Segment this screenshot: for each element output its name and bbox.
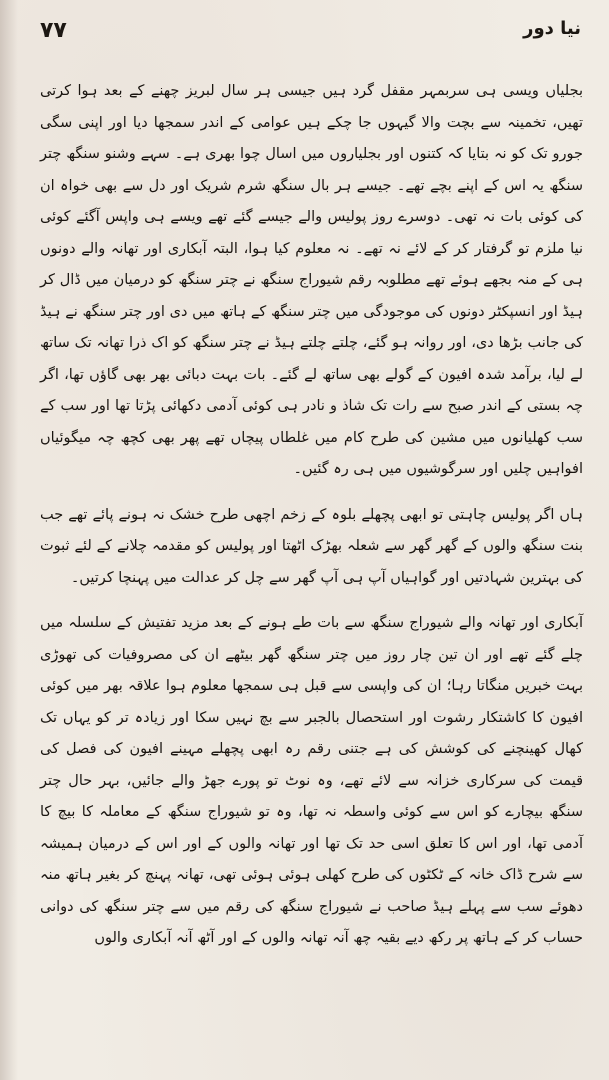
running-head: نیا دور: [523, 18, 581, 39]
spine-shadow: [0, 0, 18, 1080]
page-number: ۷۷: [40, 18, 67, 43]
paragraph-1: بجلیاں ویسی ہی سربمہر مقفل گرد ہیں جیسی ہر سال لبریز چھنے کے بعد ہوا کرتی تھیں، تخمینہ سے بچت والا گیہوں جا چکے ہیں عوامی کے اندر سمجھا دیا اور اپنی سگی جورو تک کو نہ بتایا کہ کتنوں اور بجلیاروں میں اسال چوا بھری ہے۔ سہے وشنو سنگھ چتر سنگھ یہ اس کے اپنے بچے تھے۔ جیسے ہر بال سنگھ شرم شریک اور دل سے بھی خواہ ان کی کوئی بات نہ تھی۔ دوسرے روز پولیس والے جیسے گئے تھے ویسے ہی واپس آگئے کوئی نیا ملزم تو گرفتار کر کے لائے نہ تھے۔ نہ معلوم کیا ہوا، البتہ آبکاری اور تھانہ والے دونوں ہی کے منہ بجھے ہوئے تھے مطلوبہ رقم شیوراج سنگھ نے چتر سنگھ کو درمیان میں ڈال کر ہیڈ اور انسپکٹر دونوں کی موجودگی میں چتر سنگھ کے ہاتھ میں دی اور چتر سنگھ نے ہیڈ کی جانب بڑھا دی، اور روانہ ہو گئے، چلتے چلتے ہیڈ نے چتر سنگھ کو اک ذرا تھانہ تک ساتھ لے لیا، برآمد شدہ افیون کے گولے بھی ساتھ لے گئے۔ بات بہت دبائی بھر بھی گاؤں تھا، اگر چہ بستی کے اندر صبح سے رات تک شاذ و نادر ہی کوئی آدمی دکھائی پڑتا تھا اور سب کے سب کھلیانوں میں مشین کی طرح کام میں غلطاں پیچاں تھے پھر بھی کچھ چہ میگوئیاں افواہیں چلیں اور سرگوشیوں میں ہی رہ گئیں۔: [40, 83, 583, 477]
paragraph-2: ہاں اگر پولیس چاہتی تو ابھی پچھلے بلوہ کے زخم اچھی طرح خشک نہ ہونے پائے تھے جب بنت سنگھ والوں کے گھر گھر سے شعلہ بھڑک اٹھتا اور پولیس کو مقدمہ چلانے کے لئے ثبوت کی بہترین شہادتیں اور گواہیاں آپ ہی آپ گھر سے چل کر عدالت میں پہنچا کرتیں۔: [40, 506, 583, 586]
body-text: [40, 76, 583, 963]
page-header: [40, 18, 581, 48]
paragraph-3: آبکاری اور تھانہ والے شیوراج سنگھ سے بات طے ہونے کے بعد مزید تفتیش کے سلسلہ میں چلے گئے تھے اور ان تین چار روز میں چتر سنگھ گھر بیٹھے ان کی مصروفیات کی تھوڑی بہت خبریں منگاتا رہا؛ ان کی واپسی سے قبل ہی سمجھا معلوم ہوا علاقہ بھر میں کوئی افیون کا کاشتکار رشوت اور استحصال بالجبر سے بچ نہیں سکا اور زیادہ تر کو یہاں تک کھال کھینچنے کی کوشش کی ہے جتنی رقم رہ ابھی پچھلے مہینے افیون کی فصل کی قیمت کی سرکاری خزانہ سے لائے تھے، وہ نوٹ تو پورے جھڑ والے جائیں، بہر حال چتر سنگھ بیچارے کو اس سے کوئی واسطہ نہ تھا، وہ تو شیوراج سنگھ کے معاملہ کا بیچ کا آدمی تھا، اور اس کا تعلق اسی حد تک تھا اور تھانہ والوں کے اور اس کے درمیان ہمیشہ سے شرح ڈاک خانہ کے ٹکٹوں کی طرح کھلی ہوئی ہوئی تھی، تھانہ پہنچ کر بغیر ہاتھ منہ دھوئے سب سے پہلے ہیڈ صاحب نے شیوراج سنگھ کی رقم میں سے چتر سنگھ کی دوانی حساب کر کے ہاتھ پر رکھ دیے بقیہ چھ آنہ تھانہ والوں کے اور آٹھ آنہ آبکاری والوں: [40, 615, 583, 946]
